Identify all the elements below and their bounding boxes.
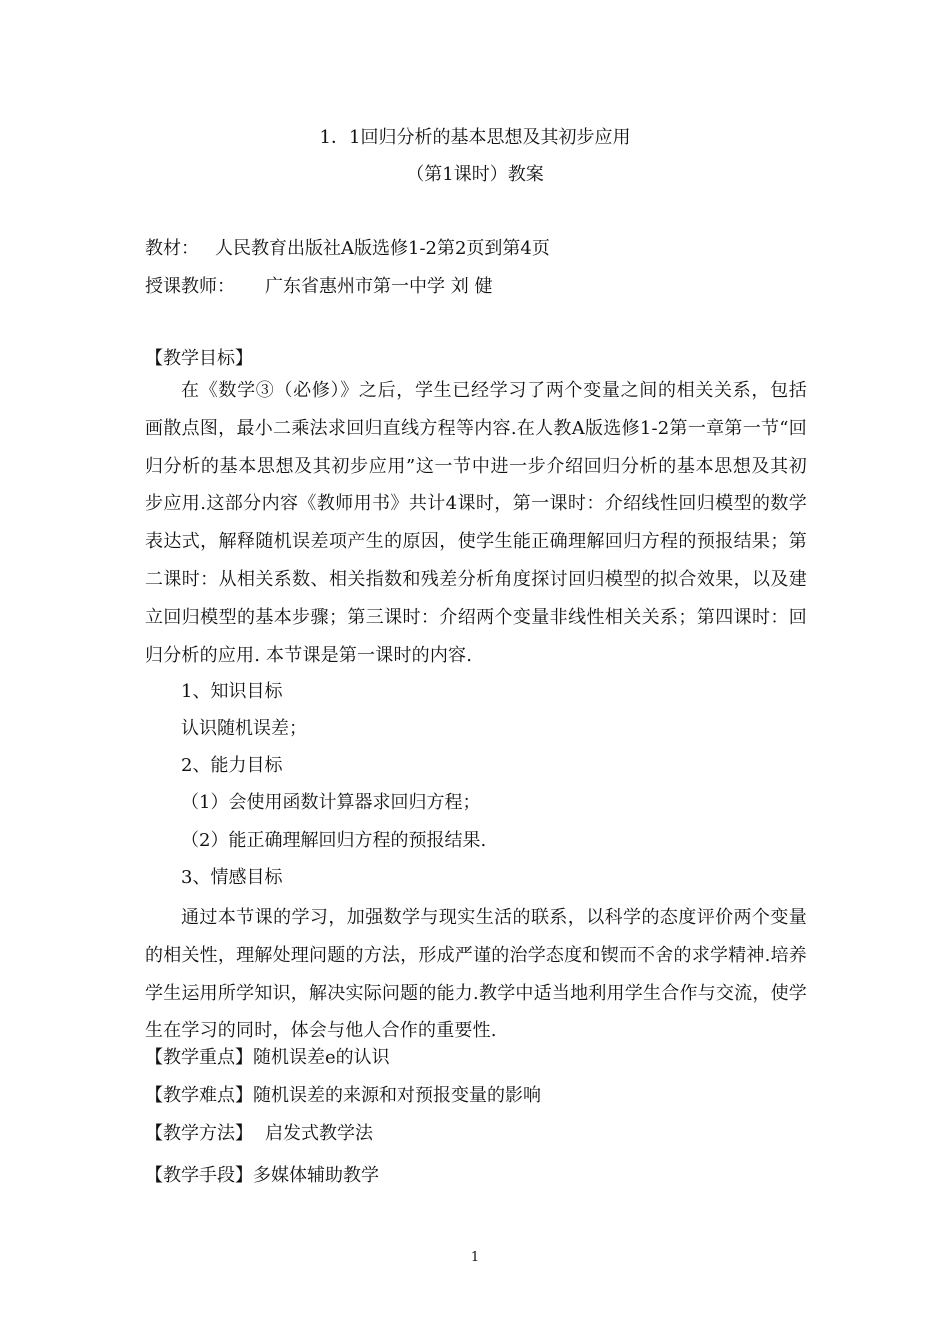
teaching-difficulty-value: 随机误差的来源和对预报变量的影响 bbox=[253, 1085, 541, 1106]
textbook-label: 教材： bbox=[145, 238, 199, 259]
ability-goal-item: （1）会使用函数计算器求回归方程； bbox=[181, 792, 481, 813]
goals-intro-paragraph: 在《数学③（必修）》之后，学生已经学习了两个变量之间的相关关系，包括画散点图，最小二乘法求回归直线方程等内容.在人教A版选修1-2第一章第一节“回归分析的基本思想及其初步应用”这一节中进一步介绍回归分析的基本思想及其初步应用.这部分内容《教师用书》共计4课时，第一课时：介绍线性回归模型的数学表达式，解释随机误差项产生的原因，使学生能正确理解回归方程的预报结果；第二课时：从相关系数、相关指数和残差分析角度探讨回归模型的拟合效果，以及建立回归模型的基本步骤；第三课时：介绍两个变量非线性相关关系；第四课时：回归分析的应用. 本节课是第一课时的内容. bbox=[145, 380, 807, 666]
teaching-method-label: 【教学方法】 bbox=[145, 1123, 253, 1144]
teaching-difficulty-label: 【教学难点】 bbox=[145, 1085, 253, 1106]
teacher-value: 广东省惠州市第一中学 刘 健 bbox=[265, 276, 493, 297]
textbook-info bbox=[145, 234, 550, 260]
emotion-goal-paragraph: 通过本节课的学习，加强数学与现实生活的联系，以科学的态度评价两个变量的相关性，理解处理问题的方法，形成严谨的治学态度和锲而不舍的求学精神.培养学生运用所学知识，解决实际问题的能力.教学中适当地利用学生合作与交流，使学生在学习的同时，体会与他人合作的重要性. bbox=[145, 907, 807, 1042]
teacher-info bbox=[145, 272, 492, 298]
teaching-focus-value: 随机误差e的认识 bbox=[253, 1047, 390, 1068]
ability-goal-heading: 2、能力目标 bbox=[181, 755, 283, 776]
teaching-focus-label: 【教学重点】 bbox=[145, 1047, 253, 1068]
teacher-label: 授课教师： bbox=[145, 276, 235, 297]
teaching-method-value: 启发式教学法 bbox=[265, 1123, 373, 1144]
goals-heading: 【教学目标】 bbox=[145, 348, 253, 369]
ability-goal-item: （2）能正确理解回归方程的预报结果. bbox=[181, 830, 487, 851]
teaching-means-label: 【教学手段】 bbox=[145, 1165, 253, 1186]
teaching-means bbox=[145, 1161, 379, 1187]
teaching-difficulty bbox=[145, 1081, 541, 1107]
emotion-goal-heading: 3、情感目标 bbox=[181, 867, 283, 888]
page-number: 1 bbox=[470, 1250, 480, 1265]
teaching-means-value: 多媒体辅助教学 bbox=[253, 1165, 379, 1186]
knowledge-goal-text: 认识随机误差； bbox=[181, 718, 307, 739]
textbook-value: 人民教育出版社A版选修1-2第2页到第4页 bbox=[215, 238, 550, 259]
lesson-subtitle: （第1课时）教案 bbox=[406, 164, 544, 185]
teaching-method bbox=[145, 1119, 373, 1145]
teaching-focus bbox=[145, 1043, 390, 1069]
knowledge-goal-heading: 1、知识目标 bbox=[181, 681, 283, 702]
lesson-title: 1．1回归分析的基本思想及其初步应用 bbox=[319, 127, 631, 148]
